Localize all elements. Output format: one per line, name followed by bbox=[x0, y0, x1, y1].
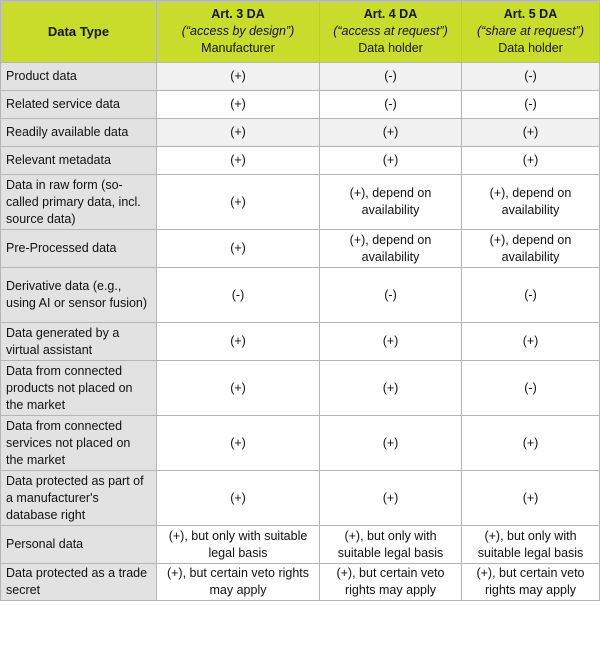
row-art3-value: (+), but certain veto rights may apply bbox=[157, 564, 320, 601]
row-art5-value: (+) bbox=[462, 323, 600, 361]
row-art3-value: (+) bbox=[157, 91, 320, 119]
table-row bbox=[1, 471, 600, 526]
row-data-type: Data protected as part of a manufacturer's database right bbox=[1, 471, 157, 526]
table-row bbox=[1, 526, 600, 564]
row-data-type: Product data bbox=[1, 63, 157, 91]
table-row bbox=[1, 564, 600, 601]
table-row bbox=[1, 175, 600, 230]
table-row bbox=[1, 119, 600, 147]
header-row bbox=[1, 1, 600, 63]
row-art5-value: (-) bbox=[462, 268, 600, 323]
row-data-type: Pre-Processed data bbox=[1, 230, 157, 268]
row-art3-value: (+) bbox=[157, 119, 320, 147]
table-row bbox=[1, 268, 600, 323]
row-art3-value: (+) bbox=[157, 230, 320, 268]
row-data-type: Data from connected services not placed on the market bbox=[1, 416, 157, 471]
row-art3-value: (+) bbox=[157, 175, 320, 230]
row-art4-value: (-) bbox=[320, 268, 462, 323]
row-art5-value: (+) bbox=[462, 471, 600, 526]
row-art4-value: (+) bbox=[320, 361, 462, 416]
row-art4-value: (+), but certain veto rights may apply bbox=[320, 564, 462, 601]
row-data-type: Personal data bbox=[1, 526, 157, 564]
table-row bbox=[1, 63, 600, 91]
row-data-type: Relevant metadata bbox=[1, 147, 157, 175]
header-art4-mode: (“access at request”) bbox=[333, 24, 448, 38]
row-data-type: Readily available data bbox=[1, 119, 157, 147]
header-art3 bbox=[157, 1, 320, 63]
header-art4-title: Art. 4 DA bbox=[363, 7, 418, 21]
row-art5-value: (+), but certain veto rights may apply bbox=[462, 564, 600, 601]
table-row bbox=[1, 361, 600, 416]
header-art4 bbox=[320, 1, 462, 63]
row-art4-value: (+) bbox=[320, 147, 462, 175]
row-data-type: Data in raw form (so-called primary data, incl. source data) bbox=[1, 175, 157, 230]
row-art5-value: (-) bbox=[462, 91, 600, 119]
header-art5 bbox=[462, 1, 600, 63]
row-art3-value: (+), but only with suitable legal basis bbox=[157, 526, 320, 564]
row-art3-value: (+) bbox=[157, 416, 320, 471]
row-art5-value: (-) bbox=[462, 63, 600, 91]
row-art4-value: (-) bbox=[320, 63, 462, 91]
row-art5-value: (+), depend on availability bbox=[462, 175, 600, 230]
row-art3-value: (-) bbox=[157, 268, 320, 323]
row-data-type: Derivative data (e.g., using AI or sensor fusion) bbox=[1, 268, 157, 323]
row-art4-value: (+) bbox=[320, 119, 462, 147]
row-art3-value: (+) bbox=[157, 471, 320, 526]
table-row bbox=[1, 147, 600, 175]
header-art5-role: Data holder bbox=[498, 41, 563, 55]
row-art5-value: (+) bbox=[462, 416, 600, 471]
header-art3-title: Art. 3 DA bbox=[211, 7, 265, 21]
row-data-type: Data from connected products not placed on the market bbox=[1, 361, 157, 416]
row-data-type: Data protected as a trade secret bbox=[1, 564, 157, 601]
header-art5-mode: (“share at request”) bbox=[477, 24, 584, 38]
row-art3-value: (+) bbox=[157, 361, 320, 416]
row-art4-value: (+), depend on availability bbox=[320, 175, 462, 230]
table-row bbox=[1, 230, 600, 268]
header-art4-role: Data holder bbox=[358, 41, 423, 55]
table-row bbox=[1, 91, 600, 119]
header-art3-role: Manufacturer bbox=[201, 41, 275, 55]
row-art4-value: (-) bbox=[320, 91, 462, 119]
row-art5-value: (+), depend on availability bbox=[462, 230, 600, 268]
row-art3-value: (+) bbox=[157, 63, 320, 91]
table-row bbox=[1, 323, 600, 361]
row-art4-value: (+), but only with suitable legal basis bbox=[320, 526, 462, 564]
table-row bbox=[1, 416, 600, 471]
row-art3-value: (+) bbox=[157, 147, 320, 175]
header-art5-title: Art. 5 DA bbox=[503, 7, 558, 21]
row-art5-value: (+), but only with suitable legal basis bbox=[462, 526, 600, 564]
row-art5-value: (-) bbox=[462, 361, 600, 416]
row-art5-value: (+) bbox=[462, 147, 600, 175]
row-data-type: Related service data bbox=[1, 91, 157, 119]
row-art4-value: (+) bbox=[320, 323, 462, 361]
header-data-type: Data Type bbox=[1, 1, 157, 63]
row-art4-value: (+) bbox=[320, 416, 462, 471]
row-art4-value: (+) bbox=[320, 471, 462, 526]
row-art3-value: (+) bbox=[157, 323, 320, 361]
header-art3-mode: (“access by design”) bbox=[181, 24, 295, 38]
row-art4-value: (+), depend on availability bbox=[320, 230, 462, 268]
row-art5-value: (+) bbox=[462, 119, 600, 147]
row-data-type: Data generated by a virtual assistant bbox=[1, 323, 157, 361]
